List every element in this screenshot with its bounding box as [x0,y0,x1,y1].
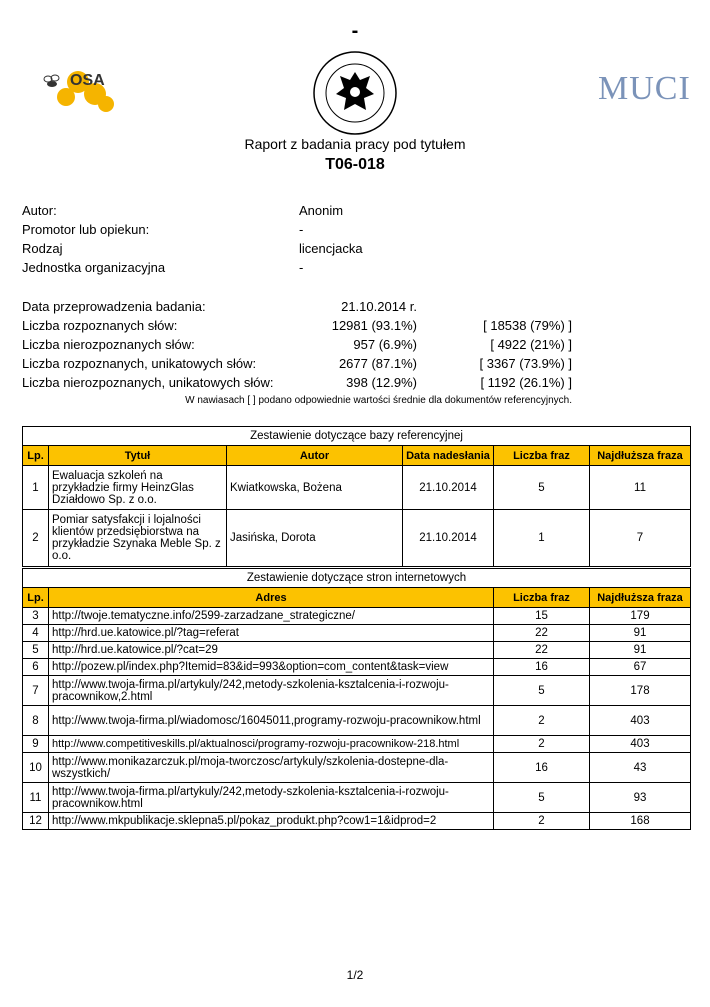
stats-value: 957 (6.9%) [353,337,417,352]
cell-lp: 2 [23,510,49,567]
cell-phrases: 5 [494,783,590,813]
cell-longest: 178 [590,676,691,706]
stats-avg: [ 3367 (73.9%) ] [479,356,572,371]
cell-address[interactable]: http://twoje.tematyczne.info/2599-zarzadzane_strategiczne/ [49,608,494,625]
cell-lp: 5 [23,642,49,659]
report-code: T06-018 [325,156,385,173]
table-row [23,706,691,736]
stats-label: Liczba rozpoznanych, unikatowych słów: [22,356,257,371]
stats-label: Data przeprowadzenia badania: [22,299,206,314]
cell-lp: 11 [23,783,49,813]
cell-address[interactable]: http://www.twoja-firma.pl/artykuly/242,metody-szkolenia-ksztalcenia-i-rozwoju-pracownikow,2.html [49,676,494,706]
report-title: Raport z badania pracy pod tytułem [244,136,466,152]
cell-lp: 6 [23,659,49,676]
web-table [22,568,691,830]
cell-date: 21.10.2014 [403,466,494,510]
cell-address[interactable]: http://hrd.ue.katowice.pl/?cat=29 [49,642,494,659]
meta-row [22,203,582,222]
stats-value: 12981 (93.1%) [331,318,417,333]
cell-longest: 179 [590,608,691,625]
osa-logo [40,64,120,114]
web-table-header [23,588,691,608]
meta-label: Promotor lub opiekun: [22,222,150,237]
cell-phrases: 16 [494,753,590,783]
cell-lp: 1 [23,466,49,510]
table-row [23,642,691,659]
page-number: 1/2 [346,968,364,982]
reference-note: W nawiasach [ ] podano odpowiednie wartości średnie dla dokumentów referencyjnych. [185,395,572,406]
cell-address[interactable]: http://www.monikazarczuk.pl/moja-tworczosc/artykuly/szkolenia-dostepne-dla-wszystkich/ [49,753,494,783]
col-lp: Lp. [23,446,49,466]
col-address: Adres [49,588,494,608]
cell-longest: 43 [590,753,691,783]
cell-phrases: 2 [494,706,590,736]
cell-author: Jasińska, Dorota [227,510,403,567]
stats-value: 2677 (87.1%) [338,356,417,371]
cell-address[interactable]: http://pozew.pl/index.php?Itemid=83&id=993&option=com_content&task=view [49,659,494,676]
stats-label: Liczba rozpoznanych słów: [22,318,178,333]
cell-longest: 403 [590,706,691,736]
cell-phrases: 2 [494,813,590,830]
cell-address[interactable]: http://hrd.ue.katowice.pl/?tag=referat [49,625,494,642]
stats-row [22,356,582,375]
meta-label: Autor: [22,203,57,218]
cell-phrases: 15 [494,608,590,625]
cell-address[interactable]: http://www.twoja-firma.pl/artykuly/242,metody-szkolenia-ksztalcenia-i-rozwoju-pracownikow.html [49,783,494,813]
cell-title: Pomiar satysfakcji i lojalności klientów przedsiębiorstwa na przykładzie Szynaka Meble Sp. z o.o. [49,510,227,567]
cell-lp: 10 [23,753,49,783]
cell-address[interactable]: http://www.twoja-firma.pl/wiadomosc/16045011,programy-rozwoju-pracownikow.html [49,706,494,736]
col-author: Autor [227,446,403,466]
table-row [23,736,691,753]
university-seal-icon [312,50,398,136]
cell-phrases: 2 [494,736,590,753]
table-row [23,659,691,676]
cell-author: Kwiatkowska, Bożena [227,466,403,510]
meta-section [22,203,582,279]
stats-label: Liczba nierozpoznanych, unikatowych słów: [22,375,274,390]
stats-value: 398 (12.9%) [346,375,417,390]
cell-title: Ewaluacja szkoleń na przykładzie firmy HeinzGlas Działdowo Sp. z o.o. [49,466,227,510]
meta-row [22,222,582,241]
cell-lp: 7 [23,676,49,706]
cell-lp: 12 [23,813,49,830]
cell-lp: 9 [23,736,49,753]
cell-phrases: 22 [494,642,590,659]
table-row [23,466,691,510]
cell-date: 21.10.2014 [403,510,494,567]
meta-value: - [299,222,304,237]
cell-longest: 168 [590,813,691,830]
cell-longest: 91 [590,625,691,642]
cell-longest: 91 [590,642,691,659]
meta-value: Anonim [299,203,344,218]
col-longest: Najdłuższa fraza [590,446,691,466]
osa-letters: OSA [70,72,105,89]
table-row [23,676,691,706]
reference-table-header [23,446,691,466]
cell-address[interactable]: http://www.mkpublikacje.sklepna5.pl/pokaz_produkt.php?cow1=1&idprod=2 [49,813,494,830]
university-seal [312,50,398,136]
stats-row [22,318,582,337]
col-title: Tytuł [49,446,227,466]
meta-row [22,260,582,279]
col-longest: Najdłuższa fraza [590,588,691,608]
table-row [23,783,691,813]
cell-longest: 93 [590,783,691,813]
stats-row [22,375,582,394]
meta-label: Rodzaj [22,241,63,256]
col-phrases: Liczba fraz [494,446,590,466]
stats-avg: [ 18538 (79%) ] [483,318,572,333]
muci-logo: MUCI [598,70,691,107]
cell-phrases: 5 [494,466,590,510]
table-row [23,510,691,567]
cell-lp: 4 [23,625,49,642]
cell-phrases: 5 [494,676,590,706]
meta-label: Jednostka organizacyjna [22,260,166,275]
stats-row [22,299,582,318]
cell-lp: 8 [23,706,49,736]
cell-phrases: 1 [494,510,590,567]
cell-lp: 3 [23,608,49,625]
cell-longest: 7 [590,510,691,567]
cell-longest: 11 [590,466,691,510]
cell-address[interactable]: http://www.competitiveskills.pl/aktualnosci/programy-rozwoju-pracownikow-218.html [49,736,494,753]
table-row [23,608,691,625]
col-phrases: Liczba fraz [494,588,590,608]
col-date: Data nadesłania [403,446,494,466]
meta-value: licencjacka [299,241,363,256]
stats-label: Liczba nierozpoznanych słów: [22,337,195,352]
stats-row [22,337,582,356]
stats-avg: [ 4922 (21%) ] [490,337,572,352]
web-table-caption: Zestawienie dotyczące stron internetowych [23,569,691,588]
stats-section [22,299,582,394]
cell-longest: 403 [590,736,691,753]
cell-phrases: 16 [494,659,590,676]
reference-table-caption: Zestawienie dotyczące bazy referencyjnej [23,427,691,446]
stats-avg: [ 1192 (26.1%) ] [480,375,572,390]
table-row [23,625,691,642]
meta-row [22,241,582,260]
cell-phrases: 22 [494,625,590,642]
col-lp: Lp. [23,588,49,608]
reference-table [22,426,691,567]
table-row [23,753,691,783]
meta-value: - [299,260,304,275]
table-row [23,813,691,830]
cell-longest: 67 [590,659,691,676]
stats-value: 21.10.2014 r. [341,299,417,314]
page-dash: - [351,20,359,42]
